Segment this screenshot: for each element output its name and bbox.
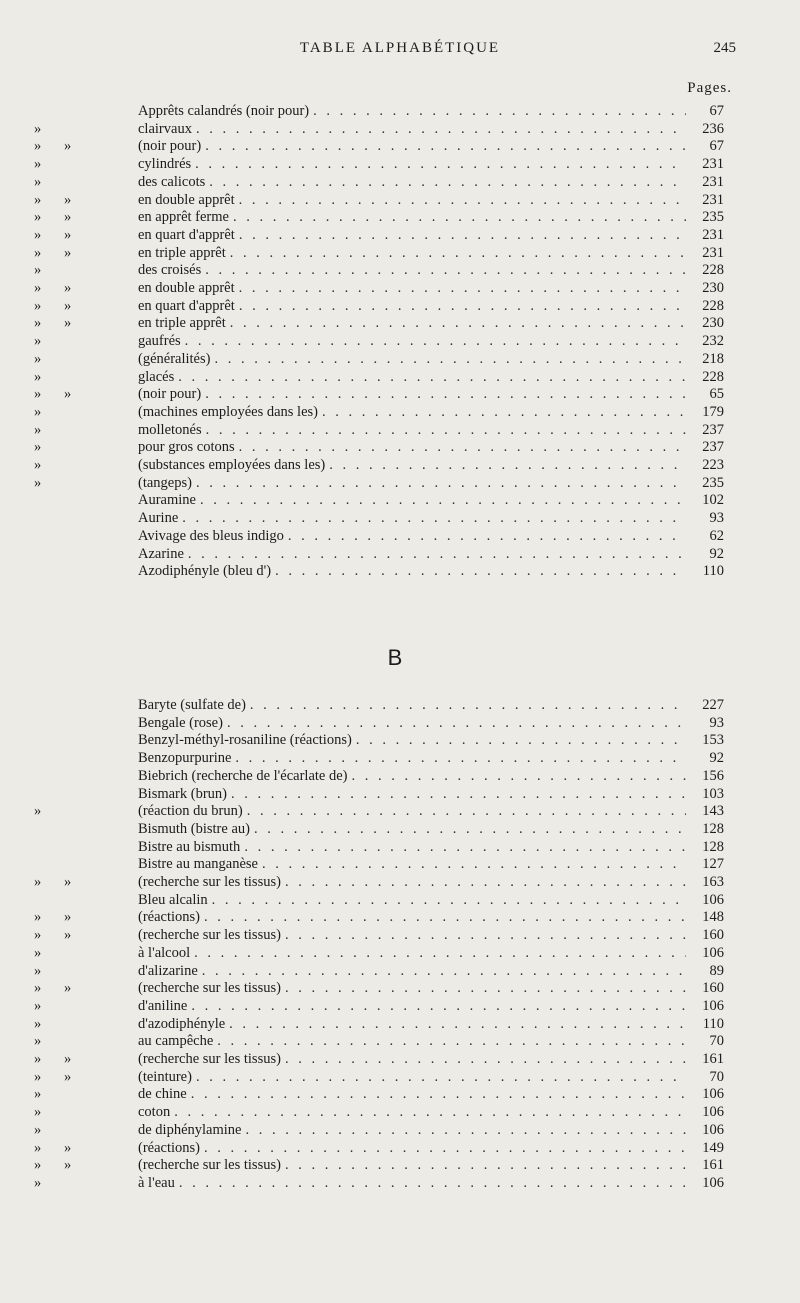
ditto-mark-1: »: [34, 173, 42, 190]
ditto-mark-2: »: [64, 244, 72, 261]
entry-page-number: 106: [702, 1104, 724, 1121]
dot-leader: [204, 1139, 686, 1157]
entry-page-number: 102: [702, 492, 724, 509]
index-entry: [34, 979, 724, 997]
dot-leader: [352, 767, 687, 785]
entry-page-number: 92: [709, 750, 724, 767]
index-entry: [34, 438, 724, 456]
index-entry: [34, 155, 724, 173]
index-entry: [34, 1068, 724, 1086]
entry-label: à l'eau: [138, 1174, 175, 1191]
entry-page-number: 231: [702, 226, 724, 243]
entry-label: Baryte (sulfate de): [138, 697, 246, 713]
entry-label: (recherche sur les tissus): [138, 1051, 281, 1067]
dot-leader: [205, 261, 686, 279]
entry-label: en quart d'apprêt: [138, 297, 235, 314]
dot-leader: [205, 385, 686, 403]
dot-leader: [178, 368, 686, 386]
ditto-mark-2: »: [64, 1068, 72, 1085]
ditto-mark-1: »: [34, 120, 42, 137]
index-entry: [34, 244, 724, 262]
pages-column-label: Pages.: [687, 80, 732, 96]
index-entry: [34, 926, 724, 944]
dot-leader: [196, 1068, 686, 1086]
entry-page-number: 67: [709, 138, 724, 155]
entry-label: d'aniline: [138, 997, 188, 1014]
entry-page-number: 106: [702, 997, 724, 1014]
entry-page-number: 228: [702, 262, 724, 279]
entry-label: coton: [138, 1104, 171, 1121]
entry-page-number: 106: [702, 1121, 724, 1138]
index-entry: [34, 873, 724, 891]
ditto-mark-1: »: [34, 403, 42, 420]
dot-leader: [205, 137, 686, 155]
entry-label: (noir pour): [138, 386, 202, 403]
entry-page-number: 65: [709, 386, 724, 403]
dot-leader: [285, 873, 686, 891]
dot-leader: [288, 527, 686, 545]
ditto-mark-2: »: [64, 191, 72, 208]
dot-leader: [204, 908, 686, 926]
entry-label: Bismuth (bistre au): [138, 820, 250, 837]
entry-label: (réactions): [138, 909, 200, 926]
ditto-mark-1: »: [34, 244, 42, 261]
ditto-mark-1: »: [34, 1157, 42, 1174]
entry-page-number: 149: [702, 1139, 724, 1156]
ditto-mark-2: »: [64, 1157, 72, 1174]
entry-label: Benzopurpurine: [138, 750, 232, 767]
index-entry: [34, 1139, 724, 1157]
index-entry: [34, 120, 724, 138]
ditto-mark-1: »: [34, 997, 42, 1014]
entry-label: cylindrés: [138, 156, 192, 173]
index-entry: [34, 802, 724, 820]
ditto-mark-1: »: [34, 1068, 42, 1085]
entry-page-number: 106: [702, 1174, 724, 1191]
ditto-mark-2: »: [64, 297, 72, 314]
ditto-mark-1: »: [34, 1104, 42, 1121]
ditto-mark-1: »: [34, 1051, 42, 1067]
entry-label: en double apprêt: [138, 191, 235, 208]
entry-page-number: 161: [702, 1051, 724, 1067]
ditto-mark-1: »: [34, 962, 42, 979]
entry-label: des calicots: [138, 173, 206, 190]
entry-page-number: 92: [709, 545, 724, 562]
ditto-mark-1: »: [34, 138, 42, 155]
ditto-mark-2: »: [64, 927, 72, 944]
ditto-mark-1: »: [34, 156, 42, 173]
entry-page-number: 179: [702, 403, 724, 420]
entry-label: Benzyl-méthyl-rosaniline (réactions): [138, 732, 352, 749]
ditto-mark-1: »: [34, 209, 42, 226]
ditto-mark-1: »: [34, 368, 42, 385]
entry-label: Azodiphényle (bleu d'): [138, 563, 272, 580]
index-entry: [34, 785, 724, 803]
entry-label: glacés: [138, 368, 175, 385]
entry-page-number: 228: [702, 368, 724, 385]
entry-label: Bistre au bismuth: [138, 838, 241, 855]
index-entry: [34, 714, 724, 732]
ditto-mark-1: »: [34, 803, 42, 820]
entry-label: (recherche sur les tissus): [138, 1157, 281, 1174]
dot-leader: [230, 314, 686, 332]
entry-label: d'alizarine: [138, 962, 198, 979]
entry-label: de diphénylamine: [138, 1121, 242, 1138]
entry-page-number: 235: [702, 474, 724, 491]
index-entry: [34, 226, 724, 244]
entry-page-number: 106: [702, 944, 724, 961]
index-entry: [34, 838, 724, 856]
dot-leader: [196, 120, 686, 138]
index-entry: [34, 1015, 724, 1033]
dot-leader: [202, 962, 686, 980]
dot-leader: [209, 173, 686, 191]
dot-leader: [191, 1085, 686, 1103]
entry-label: Azarine: [138, 545, 184, 562]
ditto-mark-2: »: [64, 874, 72, 890]
dot-leader: [247, 802, 686, 820]
index-entry: [34, 749, 724, 767]
index-entry: [34, 491, 724, 509]
running-title: TABLE ALPHABÉTIQUE: [299, 40, 501, 56]
dot-leader: [217, 1032, 686, 1050]
dot-leader: [231, 785, 686, 803]
ditto-mark-2: »: [64, 980, 72, 997]
ditto-mark-2: »: [64, 226, 72, 243]
dot-leader: [195, 155, 686, 173]
entry-label: en quart d'apprêt: [138, 226, 235, 243]
entry-label: (recherche sur les tissus): [138, 980, 281, 997]
entry-page-number: 230: [702, 280, 724, 296]
dot-leader: [229, 1015, 686, 1033]
dot-leader: [174, 1103, 686, 1121]
index-entry: [34, 509, 724, 527]
section-heading-b: B: [387, 645, 403, 670]
index-entry: [34, 855, 724, 873]
index-entry: [34, 962, 724, 980]
dot-leader: [313, 102, 686, 120]
ditto-mark-1: »: [34, 1121, 42, 1138]
entry-page-number: 128: [702, 838, 724, 855]
dot-leader: [239, 226, 686, 244]
entry-label: Biebrich (recherche de l'écarlate de): [138, 767, 348, 784]
dot-leader: [244, 838, 686, 856]
dot-leader: [191, 997, 686, 1015]
index-entry: [34, 767, 724, 785]
entry-label: (substances employées dans les): [138, 457, 326, 473]
ditto-mark-1: »: [34, 1086, 42, 1103]
index-entry: [34, 332, 724, 350]
entry-page-number: 231: [702, 244, 724, 261]
entry-page-number: 93: [709, 510, 724, 527]
index-entry: [34, 997, 724, 1015]
index-entry: [34, 696, 724, 714]
ditto-mark-1: »: [34, 474, 42, 491]
entry-label: en apprêt ferme: [138, 209, 229, 226]
dot-leader: [250, 696, 686, 714]
entry-label: en double apprêt: [138, 280, 235, 296]
dot-leader: [285, 979, 686, 997]
index-entry: [34, 1032, 724, 1050]
ditto-mark-2: »: [64, 209, 72, 226]
entry-label: (recherche sur les tissus): [138, 874, 281, 890]
ditto-mark-1: »: [34, 333, 42, 350]
entry-label: Avivage des bleus indigo: [138, 527, 284, 544]
index-entry: [34, 385, 724, 403]
entry-label: en triple apprêt: [138, 244, 226, 261]
entry-label: (teinture): [138, 1068, 192, 1085]
ditto-mark-1: »: [34, 927, 42, 944]
ditto-mark-1: »: [34, 315, 42, 332]
ditto-mark-1: »: [34, 280, 42, 296]
dot-leader: [239, 438, 686, 456]
entry-page-number: 70: [709, 1033, 724, 1050]
index-entry: [34, 820, 724, 838]
index-entry: [34, 1103, 724, 1121]
ditto-mark-1: »: [34, 980, 42, 997]
entry-label: Bengale (rose): [138, 714, 223, 731]
dot-leader: [185, 332, 686, 350]
entry-page-number: 231: [702, 156, 724, 173]
ditto-mark-1: »: [34, 297, 42, 314]
ditto-mark-1: »: [34, 350, 42, 367]
entry-page-number: 67: [709, 103, 724, 119]
ditto-mark-2: »: [64, 1051, 72, 1067]
dot-leader: [206, 421, 686, 439]
index-entry: [34, 908, 724, 926]
index-entry: [34, 891, 724, 909]
index-entry: [34, 102, 724, 120]
index-entry: [34, 191, 724, 209]
index-entry: [34, 297, 724, 315]
index-entry: [34, 731, 724, 749]
entry-label: des croisés: [138, 262, 202, 279]
ditto-mark-1: »: [34, 439, 42, 456]
index-entry: [34, 944, 724, 962]
entry-label: (tangeps): [138, 474, 192, 491]
ditto-mark-1: »: [34, 874, 42, 890]
index-entry: [34, 545, 724, 563]
index-entry: [34, 368, 724, 386]
dot-leader: [239, 191, 686, 209]
entry-label: au campêche: [138, 1033, 214, 1050]
ditto-mark-1: »: [34, 944, 42, 961]
index-entry: [34, 1121, 724, 1139]
entry-page-number: 103: [702, 785, 724, 802]
dot-leader: [233, 208, 686, 226]
entry-page-number: 161: [702, 1157, 724, 1174]
dot-leader: [235, 749, 686, 767]
index-entry: [34, 208, 724, 226]
index-entry: [34, 421, 724, 439]
dot-leader: [262, 855, 686, 873]
entry-label: Auramine: [138, 492, 196, 509]
ditto-mark-1: »: [34, 1033, 42, 1050]
entry-label: Bleu alcalin: [138, 891, 208, 908]
entry-page-number: 143: [702, 803, 724, 820]
dot-leader: [239, 297, 686, 315]
dot-leader: [212, 891, 686, 909]
dot-leader: [322, 403, 686, 421]
entry-page-number: 128: [702, 820, 724, 837]
ditto-mark-1: »: [34, 226, 42, 243]
entry-label: (réactions): [138, 1139, 200, 1156]
entry-label: clairvaux: [138, 120, 192, 137]
entry-label: en triple apprêt: [138, 315, 226, 332]
entry-page-number: 153: [702, 732, 724, 749]
entry-page-number: 110: [702, 1015, 724, 1032]
dot-leader: [227, 714, 686, 732]
entry-page-number: 237: [702, 421, 724, 438]
ditto-mark-2: »: [64, 386, 72, 403]
index-entry: [34, 474, 724, 492]
entry-page-number: 106: [702, 891, 724, 908]
entry-page-number: 230: [702, 315, 724, 332]
entry-page-number: 70: [709, 1068, 724, 1085]
index-entry: [34, 173, 724, 191]
ditto-mark-1: »: [34, 909, 42, 926]
ditto-mark-1: »: [34, 421, 42, 438]
entry-label: gaufrés: [138, 333, 181, 350]
index-entry: [34, 279, 724, 297]
index-entry: [34, 403, 724, 421]
entry-page-number: 163: [702, 874, 724, 890]
entry-page-number: 232: [702, 333, 724, 350]
entry-page-number: 237: [702, 439, 724, 456]
index-entry: [34, 350, 724, 368]
entry-label: d'azodiphényle: [138, 1015, 226, 1032]
dot-leader: [239, 279, 686, 297]
index-entry: [34, 1085, 724, 1103]
ditto-mark-2: »: [64, 1139, 72, 1156]
dot-leader: [329, 456, 686, 474]
ditto-mark-1: »: [34, 386, 42, 403]
entry-label: (réaction du brun): [138, 803, 243, 820]
ditto-mark-1: »: [34, 191, 42, 208]
entry-label: (noir pour): [138, 138, 202, 155]
page-header: [0, 40, 800, 64]
dot-leader: [275, 562, 686, 580]
entry-page-number: 231: [702, 191, 724, 208]
entry-label: à l'alcool: [138, 944, 191, 961]
ditto-mark-1: »: [34, 457, 42, 473]
index-entry: [34, 1174, 724, 1192]
dot-leader: [285, 1156, 686, 1174]
dot-leader: [200, 491, 686, 509]
ditto-mark-1: »: [34, 1174, 42, 1191]
ditto-mark-2: »: [64, 909, 72, 926]
entry-page-number: 160: [702, 980, 724, 997]
entry-page-number: 148: [702, 909, 724, 926]
dot-leader: [285, 926, 686, 944]
index-entry: [34, 137, 724, 155]
dot-leader: [245, 1121, 686, 1139]
entry-label: de chine: [138, 1086, 187, 1103]
entry-page-number: 89: [709, 962, 724, 979]
ditto-mark-1: »: [34, 1015, 42, 1032]
entry-label: Aurine: [138, 510, 179, 527]
index-entry: [34, 527, 724, 545]
entry-page-number: 156: [702, 767, 724, 784]
entry-label: molletonés: [138, 421, 202, 438]
dot-leader: [285, 1050, 686, 1068]
entry-label: pour gros cotons: [138, 439, 235, 456]
dot-leader: [196, 474, 686, 492]
dot-leader: [356, 731, 686, 749]
index-entry: [34, 261, 724, 279]
entry-page-number: 231: [702, 173, 724, 190]
dot-leader: [230, 244, 686, 262]
entry-label: Bistre au manganèse: [138, 856, 258, 873]
index-entry: [34, 314, 724, 332]
entry-page-number: 160: [702, 927, 724, 944]
entry-page-number: 62: [709, 527, 724, 544]
page-number: 245: [713, 40, 736, 56]
entry-page-number: 236: [702, 120, 724, 137]
entry-page-number: 223: [702, 457, 724, 473]
entry-label: Apprêts calandrés (noir pour): [138, 103, 310, 119]
ditto-mark-1: »: [34, 262, 42, 279]
ditto-mark-2: »: [64, 315, 72, 332]
entry-page-number: 228: [702, 297, 724, 314]
index-entry: [34, 1156, 724, 1174]
entry-page-number: 106: [702, 1086, 724, 1103]
dot-leader: [179, 1174, 686, 1192]
entry-page-number: 93: [709, 714, 724, 731]
dot-leader: [254, 820, 686, 838]
dot-leader: [182, 509, 686, 527]
index-entry: [34, 1050, 724, 1068]
entry-page-number: 110: [702, 563, 724, 580]
entry-page-number: 127: [702, 856, 724, 873]
index-entry: [34, 562, 724, 580]
entry-page-number: 218: [702, 350, 724, 367]
entry-label: Bismark (brun): [138, 785, 227, 802]
dot-leader: [214, 350, 686, 368]
index-entry: [34, 456, 724, 474]
dot-leader: [188, 545, 686, 563]
entry-label: (généralités): [138, 350, 211, 367]
entry-label: (machines employées dans les): [138, 403, 318, 420]
ditto-mark-1: »: [34, 1139, 42, 1156]
entry-page-number: 227: [702, 697, 724, 713]
entry-page-number: 235: [702, 209, 724, 226]
dot-leader: [194, 944, 686, 962]
ditto-mark-2: »: [64, 138, 72, 155]
entry-label: (recherche sur les tissus): [138, 927, 281, 944]
ditto-mark-2: »: [64, 280, 72, 296]
